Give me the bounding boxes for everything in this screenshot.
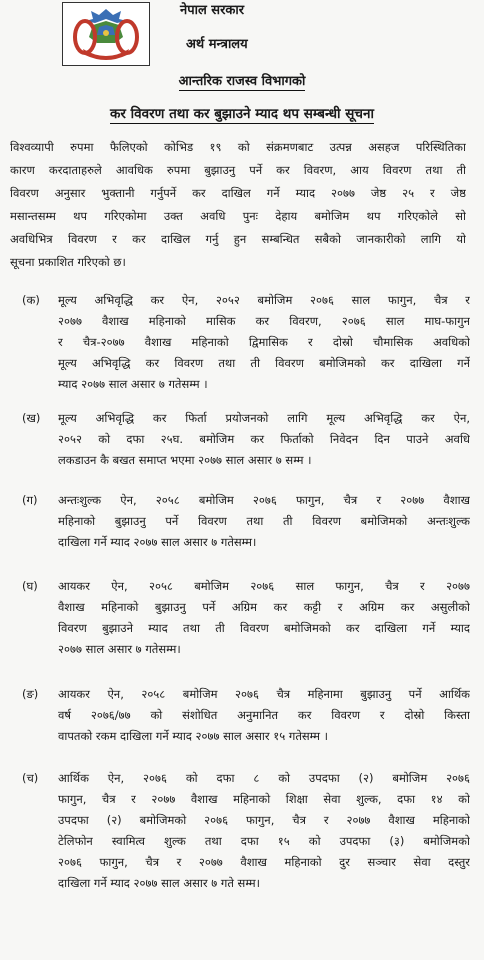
item-label: (ङ) — [22, 687, 39, 701]
item-line: २०७६ फागुन, चैत्र र २०७७ वैशाख महिनाको दुर सञ्चार सेवा दस्तुर — [58, 855, 470, 869]
item-label: (क) — [22, 293, 40, 307]
item-label: (ग) — [22, 493, 38, 507]
item-line: मूल्य अभिवृद्धि कर ऐन, २०५२ बमोजिम २०७६ साल फागुन, चैत्र र — [58, 293, 470, 307]
item-line: २०७७ साल असार ७ गतेसम्म। — [58, 642, 181, 656]
item-line: उपदफा (२) बमोजिमको २०७६ फागुन, चैत्र र २०७७ वैशाख महिनाको — [58, 813, 470, 827]
item-line: २०७७ वैशाख महिनाको मासिक कर विवरण, २०७६ साल माघ-फागुन — [58, 314, 470, 328]
item-line: वर्ष २०७६/७७ को संशोधित अनुमानित कर विवरण र दोस्रो किस्ता — [58, 708, 470, 722]
item-line: आयकर ऐन, २०५८ बमोजिम २०७६ चैत्र महिनामा बुझाउनु पर्ने आर्थिक — [58, 687, 470, 701]
item-line: वैशाख महिनाको बुझाउनु पर्ने अग्रिम कर कट्टी र अग्रिम कर असुलीको — [58, 600, 470, 614]
item-line: २०५२ को दफा २५घ. बमोजिम कर फिर्ताको निवेदन दिन पाउने अवधि — [58, 432, 470, 446]
item-body — [58, 490, 470, 553]
item-body — [58, 684, 470, 747]
item-line: वापतको रकम दाखिला गर्ने म्याद २०७७ साल असार १५ गतेसम्म । — [58, 729, 328, 743]
intro-line: मसान्तसम्म थप गरिएकोमा उक्त अवधि पुनः देहाय बमोजिम थप गरिएकोले सो — [10, 209, 466, 223]
intro-line: कारण करदाताहरुले आवधिक रुपमा बुझाउनु पर्ने कर विवरण, आय विवरण तथा ती — [10, 163, 466, 177]
item-body — [58, 408, 470, 471]
item-label: (घ) — [22, 579, 38, 593]
item-line: म्याद २०७७ साल असार ७ गतेसम्म । — [58, 377, 208, 391]
department-label: आन्तरिक राजस्व विभागको — [178, 74, 306, 89]
item-label: (च) — [22, 771, 39, 785]
item-body — [58, 576, 470, 660]
item-body — [58, 768, 470, 894]
item-label: (ख) — [22, 411, 41, 425]
item-line: विवरण बुझाउने म्याद तथा ती विवरण बमोजिमको कर दाखिला गर्ने म्याद — [58, 621, 470, 635]
item-line: आयकर ऐन, २०५८ बमोजिम २०७६ साल फागुन, चैत्र र २०७७ — [58, 579, 470, 593]
intro-line: अवधिभित्र विवरण र कर दाखिल गर्नु हुन सम्बन्धित सबैको जानकारीको लागि यो — [10, 232, 466, 246]
item-line: दाखिला गर्ने म्याद २०७७ साल असार ७ गते सम्म। — [58, 876, 261, 890]
nepal-government-emblem-icon — [62, 2, 150, 66]
department-name — [0, 71, 484, 89]
item-line: आर्थिक ऐन, २०७६ को दफा ८ को उपदफा (२) बमोजिम २०७६ — [58, 771, 470, 785]
item-line: अन्तःशुल्क ऐन, २०५८ बमोजिम २०७६ फागुन, चैत्र र २०७७ वैशाख — [58, 493, 470, 507]
item-line: दाखिला गर्ने म्याद २०७७ साल असार ७ गतेसम्म। — [58, 535, 257, 549]
item-line: महिनाको बुझाउनु पर्ने विवरण तथा ती विवरण बमोजिमको अन्तःशुल्क — [58, 514, 470, 528]
ministry-name: अर्थ मन्त्रालय — [186, 37, 248, 52]
government-name: नेपाल सरकार — [180, 3, 245, 18]
item-line: मूल्य अभिवृद्धि कर फिर्ता प्रयोजनको लागि मूल्य अभिवृद्धि कर ऐन, — [58, 411, 470, 425]
item-body — [58, 290, 470, 395]
item-line: टेलिफोन स्वामित्व शुल्क तथा दफा १५ को उपदफा (३) बमोजिमको — [58, 834, 470, 848]
item-line: फागुन, चैत्र र २०७७ वैशाख महिनाको शिक्षा सेवा शुल्क, दफा १४ को — [58, 792, 470, 806]
item-line: र चैत्र-२०७७ वैशाख महिनाको द्विमासिक र दोस्रो चौमासिक अवधिको — [58, 335, 470, 349]
intro-line: सूचना प्रकाशित गरिएको छ। — [10, 255, 126, 269]
intro-line: विश्वव्यापी रुपमा फैलिएको कोभिड १९ को संक्रमणबाट उत्पन्न असहज परिस्थितिका — [10, 140, 466, 154]
notice-title — [0, 104, 484, 122]
item-line: लकडाउन कै बखत समाप्त भएमा २०७७ साल असार ७ सम्म । — [58, 453, 312, 467]
notice-title-text: कर विवरण तथा कर बुझाउने म्याद थप सम्बन्धी सूचना — [110, 106, 374, 122]
intro-line: विवरण अनुसार भुक्तानी गर्नुपर्ने कर दाखिल गर्ने म्याद २०७७ जेष्ठ २५ र जेष्ठ — [10, 186, 466, 200]
item-line: मूल्य अभिवृद्धि कर विवरण तथा ती विवरण बमोजिमको कर दाखिला गर्ने — [58, 356, 470, 370]
intro-paragraph — [10, 136, 466, 274]
